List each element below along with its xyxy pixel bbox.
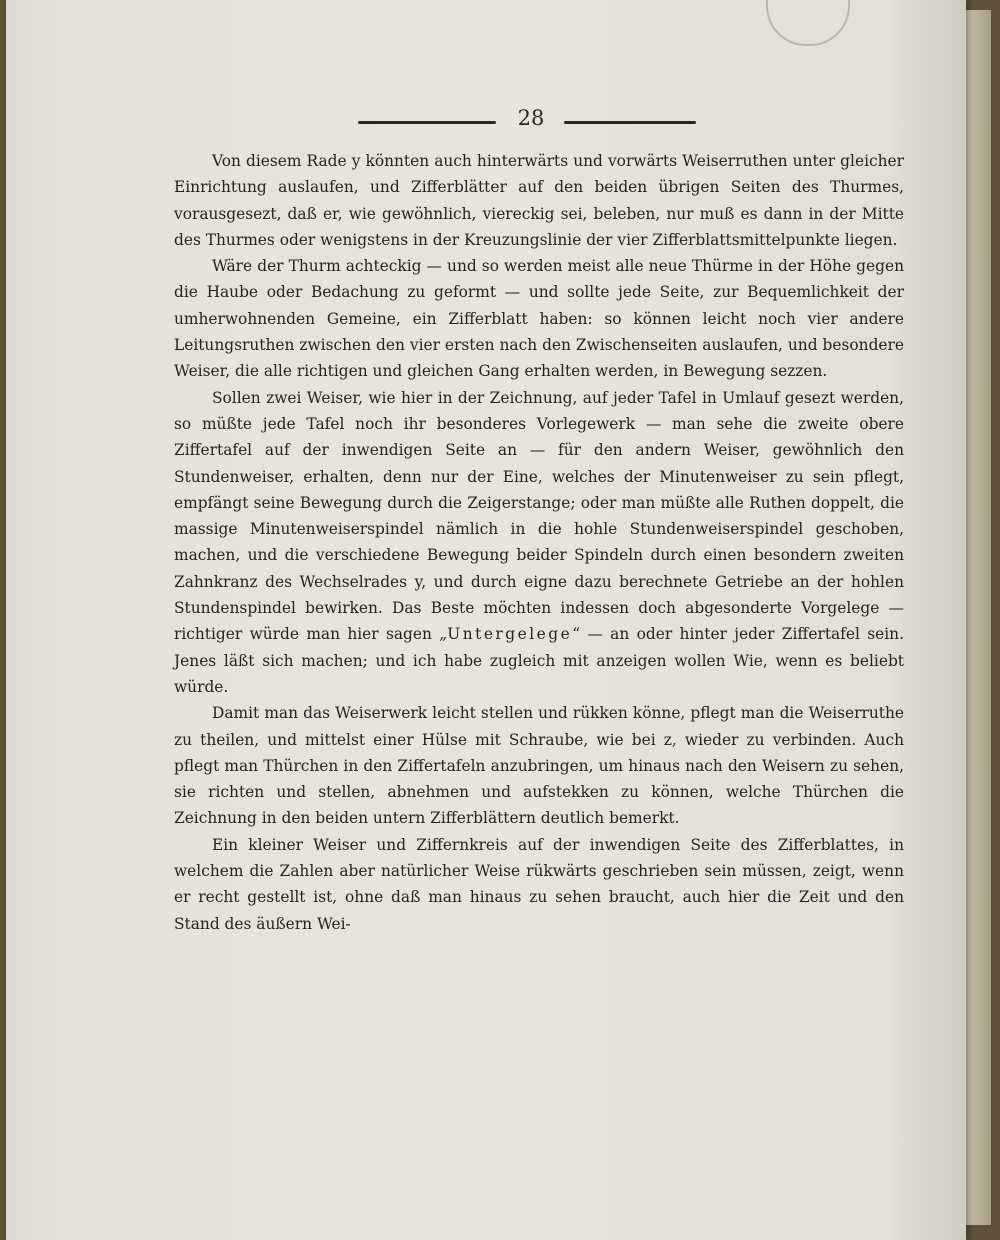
header-rule-right [564, 121, 696, 124]
paragraph-4: Damit man das Weiserwerk leicht stellen und rükken könne, pflegt man die Weiserruthe zu theilen, und mittelst einer Hülse mit Schraube, wie bei z, wieder zu verbinden. Auch pflegt man Thürchen in den Ziffertafeln anzubringen, um hinaus nach den Weisern zu sehen, sie richten und stellen, abnehmen und aufstekken zu können, welche Thürchen die Zeichnung in den beiden untern Zifferblättern deutlich bemerkt. [174, 704, 904, 828]
paragraph-3 [174, 385, 904, 701]
paragraph-5: Ein kleiner Weiser und Ziffernkreis auf der inwendigen Seite des Zifferblattes, in welchem die Zahlen aber natürlicher Weise rükwärts geschrieben sein müssen, zeigt, wenn er recht gestellt ist, ohne daß man hinaus zu sehen braucht, auch hier die Zeit und den Stand des äußern Wei- [174, 835, 904, 933]
page-header [6, 106, 966, 140]
page-number: 28 [517, 106, 545, 130]
page-body [174, 148, 904, 937]
paper-clip-shadow [766, 0, 850, 46]
book-page [6, 0, 966, 1240]
paragraph-2: Wäre der Thurm achteckig — und so werden meist alle neue Thürme in der Höhe gegen die Haube oder Bedachung zu geformt — und sollte jede Seite, zur Bequemlichkeit der umherwohnenden Gemeine, ein Zifferblatt haben: so können leicht noch vier andere Leitungsruthen zwischen den vier ersten nach den Zwischenseiten auslaufen, und besondere Weiser, die alle richtigen und gleichen Gang erhalten werden, in Bewegung sezzen. [174, 257, 904, 381]
paragraph-3-part-b: “ — an oder hinter jeder Ziffertafel sein. Jenes läßt sich machen; und ich habe zugleich mit anzeigen wollen Wie, wenn es beliebt würde. [174, 625, 904, 696]
paragraph-3-part-a: Sollen zwei Weiser, wie hier in der Zeichnung, auf jeder Tafel in Umlauf gesezt werden, so müßte jede Tafel noch ihr besonderes Vorlegewerk — man sehe die zweite obere Ziffertafel auf der inwendigen Seite an — für den andern Weiser, gewöhnlich den Stundenweiser, erhalten, denn nur der Eine, welches der Minutenweiser zu sein pflegt, empfängt seine Bewegung durch die Zeigerstange; oder man müßte alle Ruthen doppelt, die massige Minutenweiserspindel nämlich in die hohle Stundenweiserspindel geschoben, machen, und die verschiedene Bewegung beider Spindeln durch einen besondern zweiten Zahnkranz des Wechselrades y, und durch eigne dazu berechnete Getriebe an der hohlen Stundenspindel bewirken. Das Beste möchten indessen doch abgesonderte Vorgelege — richtiger würde man hier sagen „ [174, 388, 904, 644]
emphasized-term: Untergelege [447, 625, 573, 644]
paragraph-1: Von diesem Rade y könnten auch hinterwärts und vorwärts Weiserruthen unter gleicher Einrichtung auslaufen, und Zifferblätter auf den beiden übrigen Seiten des Thurmes, vorausgesezt, daß er, wie gewöhnlich, viereckig sei, beleben, nur muß es dann in der Mitte des Thurmes oder wenigstens in der Kreuzungslinie der vier Zifferblattsmittelpunkte liegen. [174, 152, 904, 249]
header-rule-left [358, 121, 496, 124]
